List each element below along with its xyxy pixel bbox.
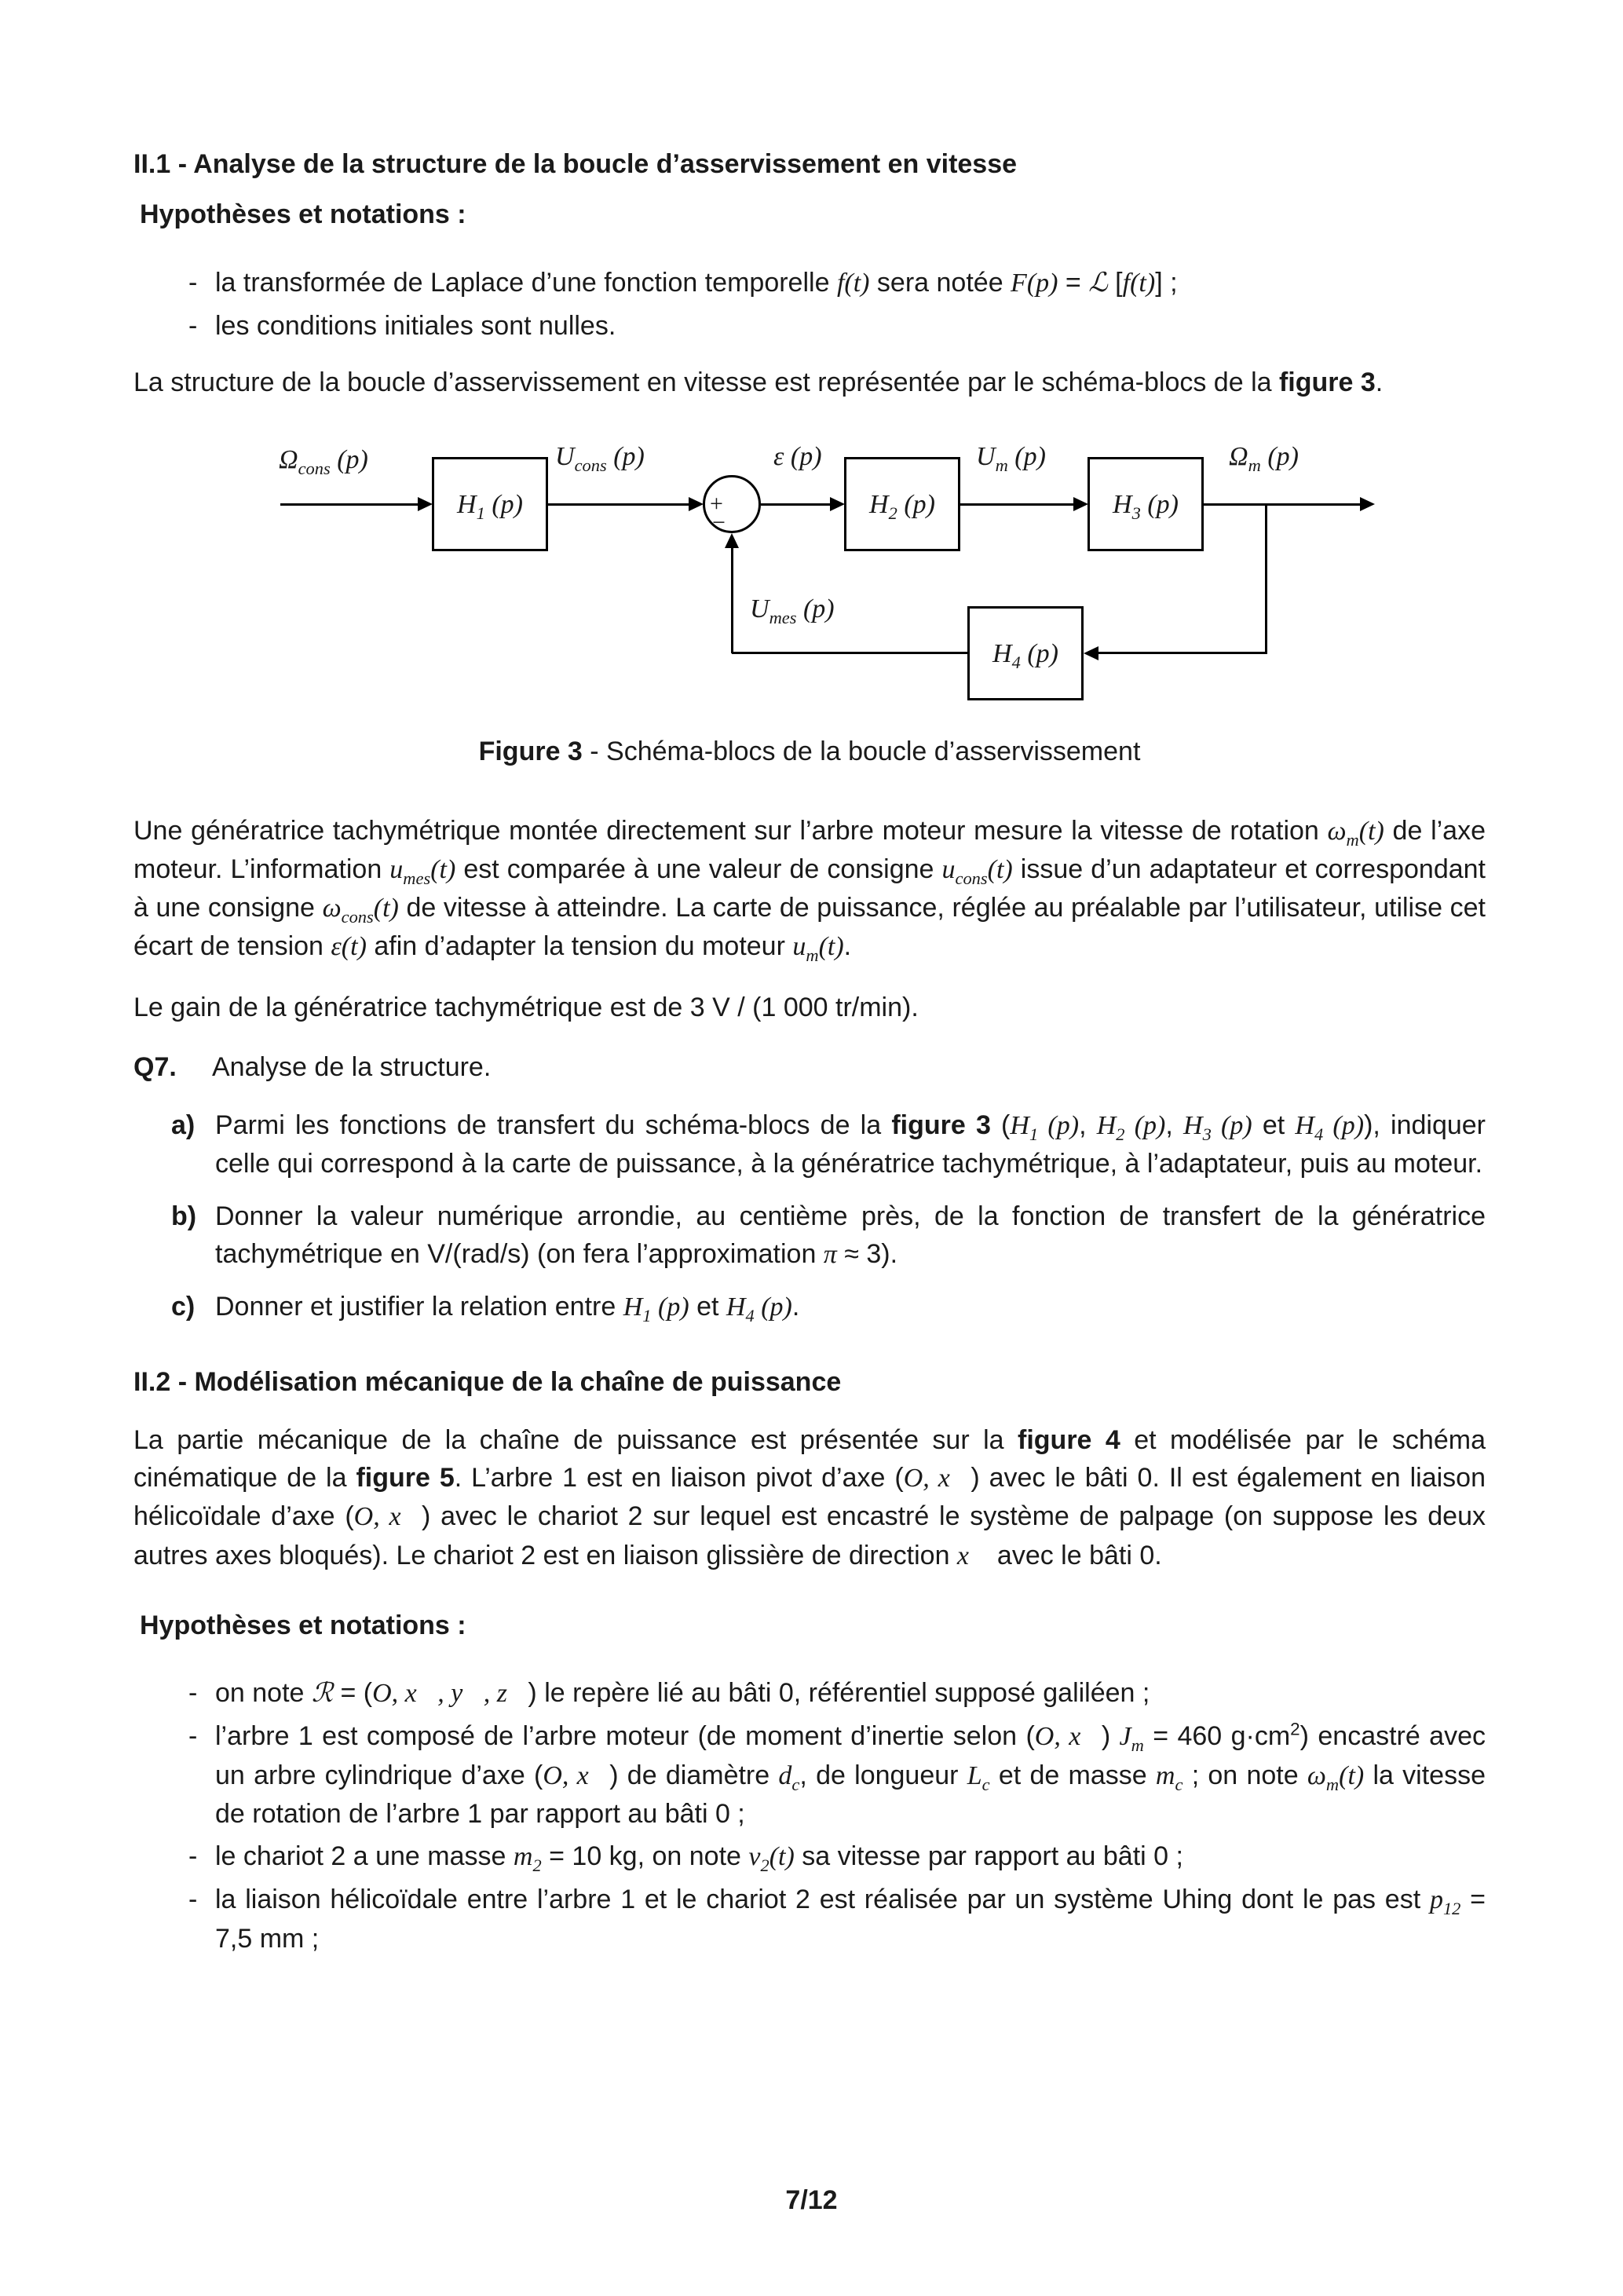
label-u-cons: $U_{cons}$ (p) bbox=[555, 442, 645, 476]
tachymeter-paragraph: Une génératrice tachymétrique montée directement sur l’arbre moteur mesure la vitesse de rotation $\omega_m(t)$ de l’axe moteur. L’information $u_{mes}(t)$ est comparée à une valeur de consigne $u_{cons}(t)$ issue d’un adaptateur et correspondant à une consigne $\omega_{cons}(t)$ de vitesse à atteindre. La carte de puissance, réglée au préalable par l’utilisateur, utilise cet écart de tension ε(t) afin d’adapter la tension du moteur $u_m(t)$. bbox=[133, 815, 1486, 966]
block-h3 bbox=[1087, 457, 1204, 551]
figure3-caption: Figure 3 - Schéma-blocs de la boucle d’asservissement bbox=[478, 737, 1141, 767]
question-q7-item-c bbox=[133, 1288, 1486, 1326]
hypotheses-heading-2: Hypothèses et notations : bbox=[140, 1610, 466, 1640]
item-b-label: b) bbox=[171, 1201, 197, 1231]
feedback-line bbox=[1265, 503, 1267, 654]
block-h2-label: $H_2$ (p) bbox=[869, 489, 935, 523]
sum-plus-sign: + bbox=[710, 491, 723, 517]
question-q7-item-a bbox=[133, 1106, 1486, 1183]
item-a-label: a) bbox=[171, 1110, 196, 1141]
gain-paragraph: Le gain de la génératrice tachymétrique est de 3 V / (1 000 tr/min). bbox=[133, 992, 919, 1022]
arrow-into-sum-bottom bbox=[725, 533, 739, 548]
label-omega-m: $\Omega_m$ (p) bbox=[1229, 442, 1299, 476]
arrow-output bbox=[1360, 497, 1375, 511]
arrow-into-sum bbox=[689, 497, 704, 511]
list-item bbox=[133, 307, 1486, 345]
feedback-line bbox=[1098, 652, 1267, 654]
label-u-mes: $U_{mes}$ (p) bbox=[750, 594, 835, 628]
dash-marker: - bbox=[188, 1885, 198, 1915]
item-c-text: Donner et justifier la relation entre $H_1$ (p) et $H_4$ (p). bbox=[215, 1292, 800, 1326]
feedback-line bbox=[732, 652, 967, 654]
feedback-line bbox=[731, 546, 733, 653]
list-item bbox=[133, 1881, 1486, 1958]
page-number: 7/12 bbox=[785, 2184, 838, 2215]
flow-line bbox=[960, 503, 1075, 506]
list-item bbox=[133, 1837, 1486, 1876]
section-2-intro: La partie mécanique de la chaîne de puissance est présentée sur la figure 4 et modélisée par le schéma cinématique de la figure 5. L’arbre 1 est en liaison pivot d’axe (O, x⃗) avec le bâti 0. Il est également en liaison hélicoïdale d’axe (O, x⃗) avec le chariot 2 sur lequel est encastré le système de palpage (on suppose les deux autres axes bloqués). Le chariot 2 est en liaison glissière de direction x⃗ avec le bâti 0. bbox=[133, 1424, 1486, 1570]
flow-line bbox=[1204, 503, 1361, 506]
item-c-label: c) bbox=[171, 1292, 196, 1322]
flow-line bbox=[761, 503, 832, 506]
flow-line bbox=[280, 503, 419, 506]
arrow-into-h1 bbox=[418, 497, 433, 511]
section-1-title: II.1 - Analyse de la structure de la boucle d’asservissement en vitesse bbox=[133, 149, 1018, 179]
list-item-text: on note ℛ = (O, x⃗, y⃗, z⃗) le repère lié au bâti 0, référentiel supposé galiléen ; bbox=[215, 1678, 1150, 1709]
block-h2 bbox=[844, 457, 960, 551]
question-q7-label: Q7. bbox=[133, 1051, 177, 1082]
sum-minus-sign: − bbox=[712, 510, 726, 536]
dash-marker: - bbox=[188, 1841, 198, 1872]
list-item-text: la liaison hélicoïdale entre l’arbre 1 et le chariot 2 est réalisée par un système Uhing dont le pas est $p_{12} = 7,5$ mm ; bbox=[215, 1885, 1486, 1954]
dash-marker: - bbox=[188, 1721, 198, 1752]
question-q7-item-b bbox=[133, 1197, 1486, 1274]
block-h1-label: $H_1$ (p) bbox=[457, 489, 523, 523]
question-q7 bbox=[133, 1048, 1486, 1086]
list-item-text: les conditions initiales sont nulles. bbox=[215, 310, 616, 341]
block-h4-label: $H_4$ (p) bbox=[992, 638, 1058, 672]
label-epsilon: ε (p) bbox=[773, 442, 822, 472]
dash-marker: - bbox=[188, 1678, 198, 1709]
arrow-into-h4 bbox=[1084, 646, 1098, 660]
list-item bbox=[133, 264, 1486, 302]
dash-marker: - bbox=[188, 310, 198, 341]
dash-marker: - bbox=[188, 267, 198, 298]
list-item-text: le chariot 2 a une masse $m_2 = 10$ kg, on note $v_2(t)$ sa vitesse par rapport au bâti 0 ; bbox=[215, 1841, 1183, 1875]
intro-paragraph: La structure de la boucle d’asservissement en vitesse est représentée par le schéma-blocs de la figure 3. bbox=[133, 367, 1384, 398]
label-u-m: $U_m$ (p) bbox=[976, 442, 1046, 476]
question-q7-text: Analyse de la structure. bbox=[212, 1051, 492, 1082]
item-a-text: Parmi les fonctions de transfert du schéma-blocs de la figure 3 ($H_1$ (p), $H_2$ (p), $H_3$ (p) et $H_4$ (p)), indiquer celle qui correspond à la carte de puissance, à la génératrice tachymétrique, à l’adaptateur, puis au moteur. bbox=[215, 1110, 1486, 1179]
list-item-text: l’arbre 1 est composé de l’arbre moteur (de moment d’inertie selon (O, x⃗) $J_m = 460$ $g\cdot cm^2$) encastré avec un arbre cylindrique d’axe (O, x⃗) de diamètre $d_c$, de longueur $L_c$ et de masse $m_c$ ; on note $\omega_m(t)$ la vitesse de rotation de l’arbre 1 par rapport au bâti 0 ; bbox=[215, 1720, 1486, 1829]
hypotheses-list-2 bbox=[133, 1674, 1486, 1958]
block-h1 bbox=[432, 457, 548, 551]
flow-line bbox=[548, 503, 690, 506]
block-h3-label: $H_3$ (p) bbox=[1113, 489, 1179, 523]
arrow-into-h2 bbox=[830, 497, 845, 511]
hypotheses-heading-1: Hypothèses et notations : bbox=[140, 199, 466, 230]
hypotheses-list-1 bbox=[133, 264, 1486, 345]
list-item bbox=[133, 1717, 1486, 1833]
figure3-block-diagram bbox=[279, 428, 1394, 712]
label-omega-cons: $\Omega_{cons}$ (p) bbox=[279, 445, 368, 479]
list-item-text: la transformée de Laplace d’une fonction temporelle f(t) sera notée F(p) = ℒ [f(t)] ; bbox=[215, 267, 1178, 298]
list-item bbox=[133, 1674, 1486, 1713]
arrow-into-h3 bbox=[1073, 497, 1088, 511]
item-b-text: Donner la valeur numérique arrondie, au centième près, de la fonction de transfert de la génératrice tachymétrique en V/(rad/s) (on fera l’approximation π ≈ 3). bbox=[215, 1201, 1486, 1269]
section-2-title: II.2 - Modélisation mécanique de la chaîne de puissance bbox=[133, 1366, 842, 1397]
block-h4 bbox=[967, 606, 1084, 700]
